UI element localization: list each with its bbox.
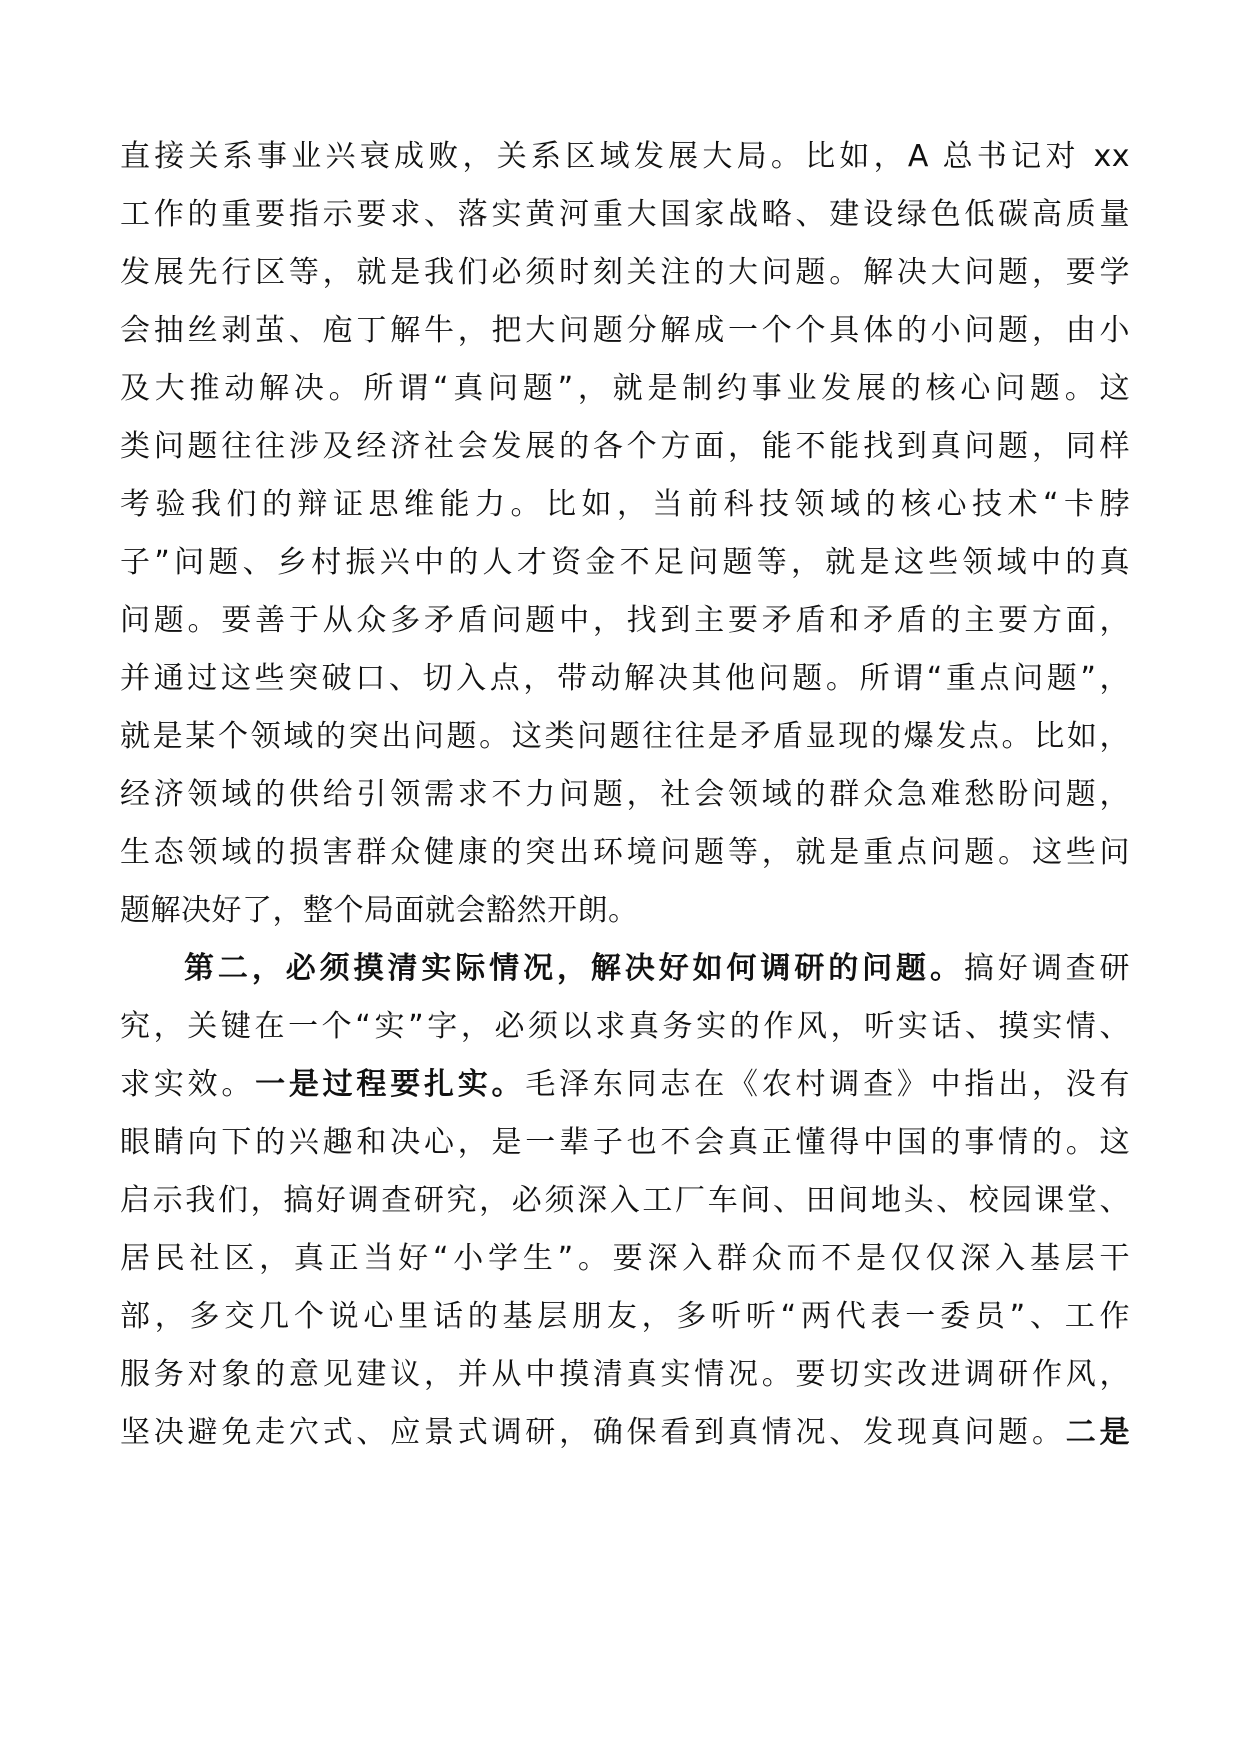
text-run: 究，关键在一个“实”字，必须以求真务实的作风，听实话、摸实情、 bbox=[120, 1009, 1130, 1044]
text-line bbox=[120, 1172, 1130, 1230]
text-run: 部，多交几个说心里话的基层朋友，多听听“两代表一委员”、工作 bbox=[120, 1299, 1130, 1334]
text-run: 求实效。 bbox=[120, 1067, 256, 1102]
text-line bbox=[120, 940, 1130, 998]
text-run: 眼睛向下的兴趣和决心，是一辈子也不会真正懂得中国的事情的。这 bbox=[120, 1125, 1130, 1160]
text-line bbox=[120, 128, 1130, 186]
text-line bbox=[120, 1114, 1130, 1172]
text-run: 并通过这些突破口、切入点，带动解决其他问题。所谓“重点问题”， bbox=[120, 661, 1130, 696]
text-line bbox=[120, 766, 1130, 824]
text-run: 工作的重要指示要求、落实黄河重大国家战略、建设绿色低碳高质量 bbox=[120, 197, 1130, 232]
text-line bbox=[120, 418, 1130, 476]
text-run: 经济领域的供给引领需求不力问题，社会领域的群众急难愁盼问题， bbox=[120, 777, 1130, 812]
text-line bbox=[120, 998, 1130, 1056]
text-run: 考验我们的辩证思维能力。比如，当前科技领域的核心技术“卡脖 bbox=[120, 487, 1130, 522]
body-text bbox=[120, 128, 1130, 1462]
text-line bbox=[120, 186, 1130, 244]
text-line bbox=[120, 244, 1130, 302]
text-line bbox=[120, 650, 1130, 708]
text-line bbox=[120, 1404, 1130, 1462]
text-line bbox=[120, 534, 1130, 592]
text-run: 生态领域的损害群众健康的突出环境问题等，就是重点问题。这些问 bbox=[120, 835, 1130, 870]
text-line bbox=[120, 360, 1130, 418]
text-run: 子”问题、乡村振兴中的人才资金不足问题等，就是这些领域中的真 bbox=[120, 545, 1130, 580]
text-run: 类问题往往涉及经济社会发展的各个方面，能不能找到真问题，同样 bbox=[120, 429, 1130, 464]
text-run: 题解决好了，整个局面就会豁然开朗。 bbox=[120, 893, 639, 928]
text-run: 居民社区，真正当好“小学生”。要深入群众而不是仅仅深入基层干 bbox=[120, 1241, 1130, 1276]
text-run: 就是某个领域的突出问题。这类问题往往是矛盾显现的爆发点。比如， bbox=[120, 719, 1130, 754]
text-run: 发展先行区等，就是我们必须时刻关注的大问题。解决大问题，要学 bbox=[120, 255, 1130, 290]
bold-text-run: 二是 bbox=[1065, 1415, 1130, 1450]
text-line bbox=[120, 1056, 1130, 1114]
text-line bbox=[120, 1346, 1130, 1404]
text-run: 搞好调查研 bbox=[963, 951, 1130, 986]
bold-text-run: 一是过程要扎实。 bbox=[255, 1067, 526, 1102]
text-line bbox=[120, 302, 1130, 360]
text-line bbox=[120, 1230, 1130, 1288]
text-run: 及大推动解决。所谓“真问题”，就是制约事业发展的核心问题。这 bbox=[120, 371, 1130, 406]
text-run: 服务对象的意见建议，并从中摸清真实情况。要切实改进调研作风， bbox=[120, 1357, 1130, 1392]
text-line bbox=[120, 882, 1130, 940]
text-line bbox=[120, 1288, 1130, 1346]
text-line bbox=[120, 476, 1130, 534]
text-line bbox=[120, 824, 1130, 882]
text-run: 会抽丝剥茧、庖丁解牛，把大问题分解成一个个具体的小问题，由小 bbox=[120, 313, 1130, 348]
text-run: 毛泽东同志在《农村调查》中指出，没有 bbox=[525, 1067, 1130, 1102]
text-line bbox=[120, 592, 1130, 650]
text-line bbox=[120, 708, 1130, 766]
text-run: 坚决避免走穴式、应景式调研，确保看到真情况、发现真问题。 bbox=[120, 1415, 1066, 1450]
bold-text-run: 第二，必须摸清实际情况，解决好如何调研的问题。 bbox=[184, 951, 964, 986]
text-run: 问题。要善于从众多矛盾问题中，找到主要矛盾和矛盾的主要方面， bbox=[120, 603, 1130, 638]
text-run: 直接关系事业兴衰成败，关系区域发展大局。比如，A 总书记对 xx bbox=[120, 139, 1130, 174]
text-run: 启示我们，搞好调查研究，必须深入工厂车间、田间地头、校园课堂、 bbox=[120, 1183, 1130, 1218]
